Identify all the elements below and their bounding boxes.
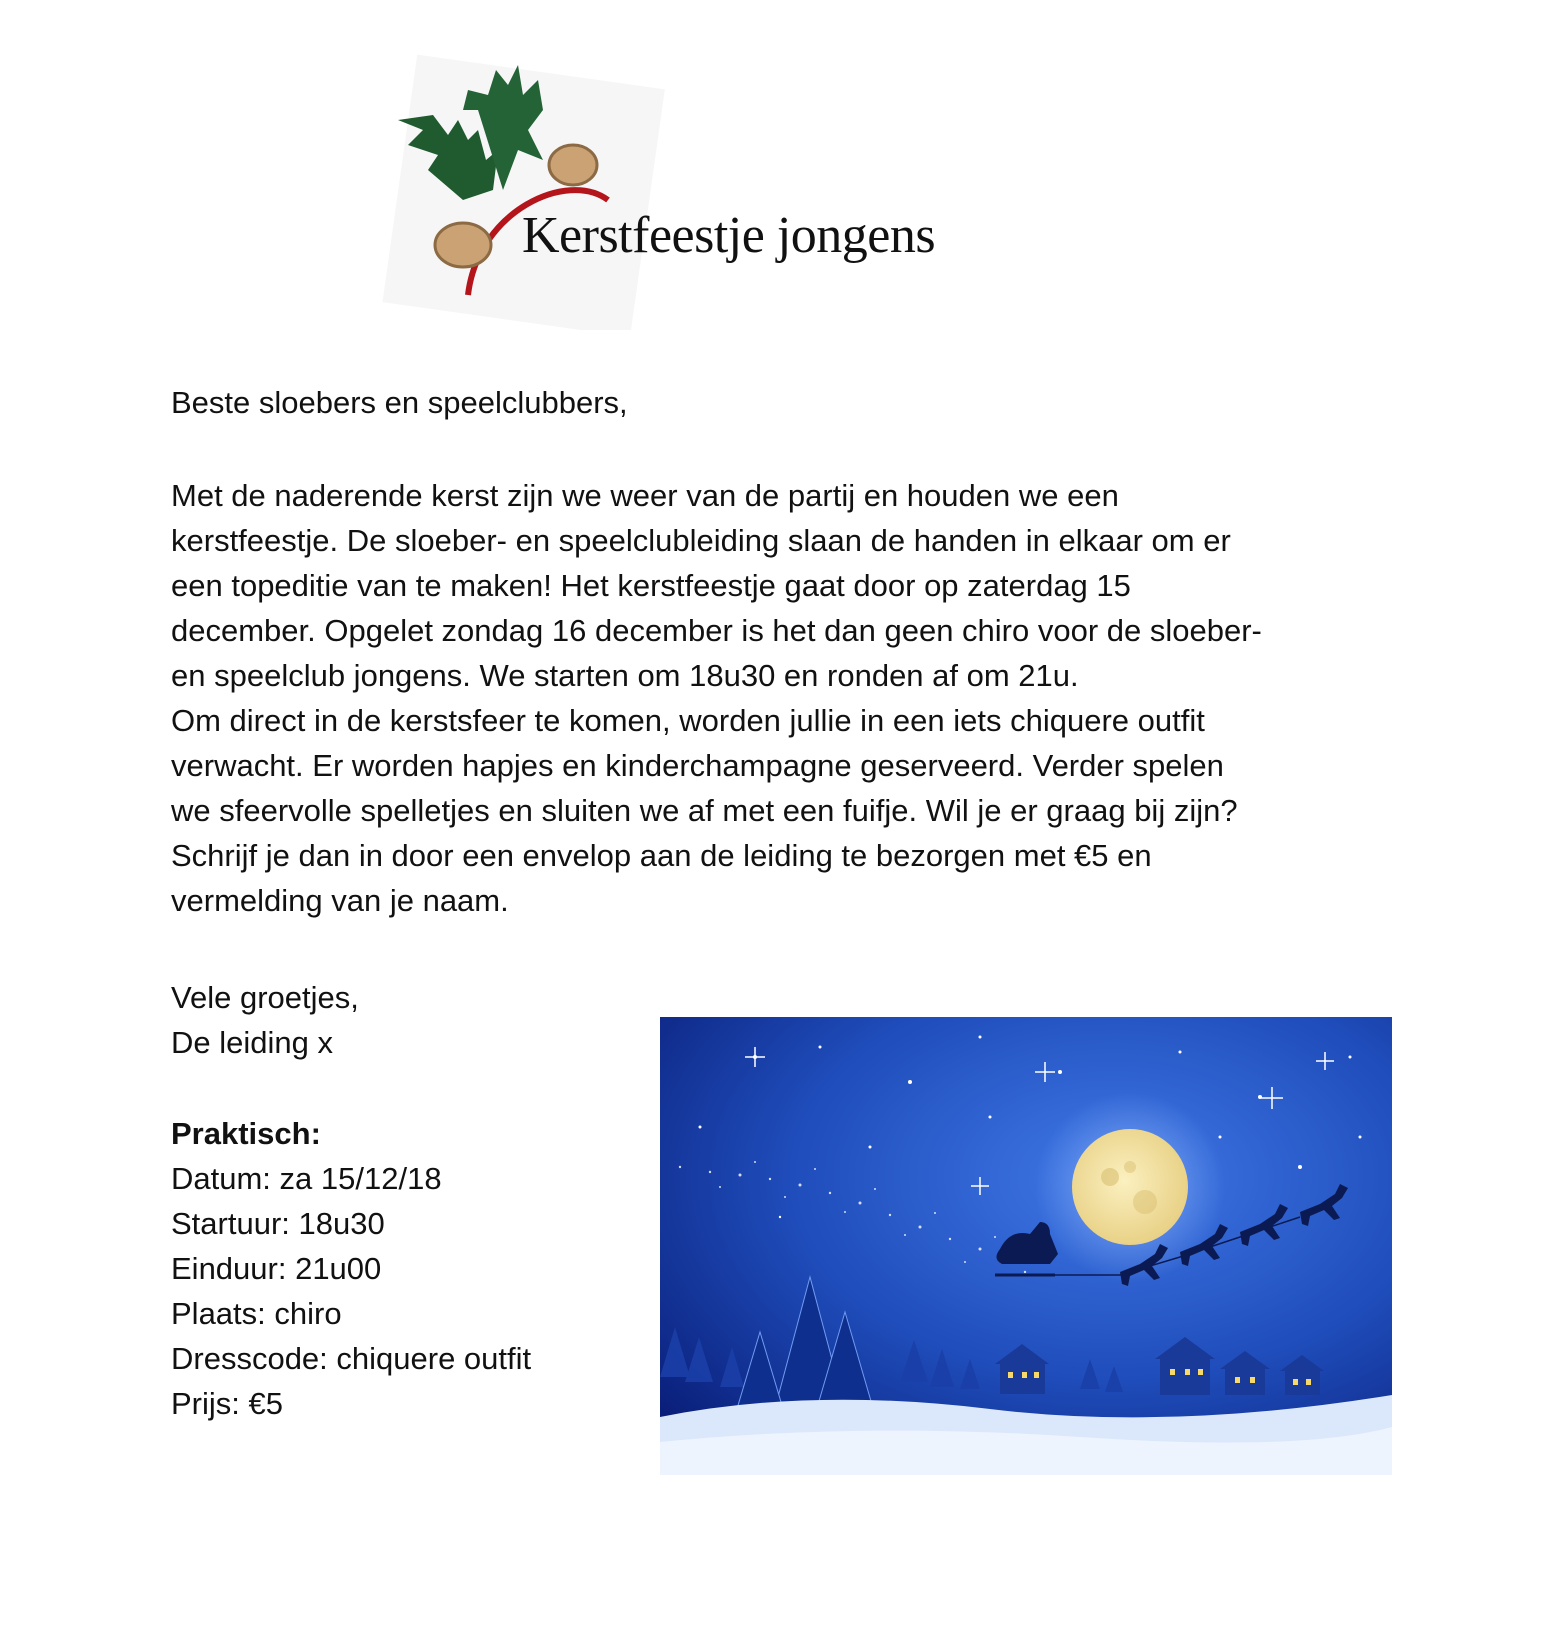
practical-row: Prijs: €5 bbox=[171, 1386, 283, 1421]
practical-row: Einduur: 21u00 bbox=[171, 1251, 382, 1286]
paragraph-line: december. Opgelet zondag 16 december is het dan geen chiro voor de sloeber- bbox=[171, 613, 1262, 648]
paragraph-line: Schrijf je dan in door een envelop aan de leiding te bezorgen met €5 en bbox=[171, 838, 1152, 873]
practical-row: Dresscode: chiquere outfit bbox=[171, 1341, 532, 1376]
practical-row: Datum: za 15/12/18 bbox=[171, 1161, 442, 1196]
paragraph-line: en speelclub jongens. We starten om 18u30 en ronden af om 21u. bbox=[171, 658, 1079, 693]
signature: De leiding x bbox=[171, 1025, 333, 1060]
paragraph-line: verwacht. Er worden hapjes en kinderchampagne geserveerd. Verder spelen bbox=[171, 748, 1224, 783]
paragraph-line: een topeditie van te maken! Het kerstfeestje gaat door op zaterdag 15 bbox=[171, 568, 1131, 603]
signoff bbox=[171, 975, 359, 1065]
moon-icon bbox=[1072, 1129, 1188, 1245]
paragraph-line: Met de naderende kerst zijn we weer van de partij en houden we een bbox=[171, 478, 1119, 513]
practical-heading: Praktisch: bbox=[171, 1116, 321, 1151]
reindeer-antler-headband-icon bbox=[368, 50, 668, 330]
closing: Vele groetjes, bbox=[171, 980, 359, 1015]
practical-info bbox=[171, 1111, 531, 1426]
santa-sleigh-moon-night-scene bbox=[660, 1017, 1392, 1475]
practical-row: Startuur: 18u30 bbox=[171, 1206, 385, 1241]
page-title: Kerstfeestje jongens bbox=[522, 207, 936, 264]
paragraph-line: Om direct in de kerstsfeer te komen, worden jullie in een iets chiquere outfit bbox=[171, 703, 1205, 738]
practical-row: Plaats: chiro bbox=[171, 1296, 342, 1331]
letter-paragraph bbox=[171, 473, 1381, 923]
paragraph-line: vermelding van je naam. bbox=[171, 883, 509, 918]
greeting: Beste sloebers en speelclubbers, bbox=[171, 385, 628, 420]
paragraph-line: kerstfeestje. De sloeber- en speelclubleiding slaan de handen in elkaar om er bbox=[171, 523, 1231, 558]
paragraph-line: we sfeervolle spelletjes en sluiten we af met een fuifje. Wil je er graag bij zijn? bbox=[171, 793, 1238, 828]
